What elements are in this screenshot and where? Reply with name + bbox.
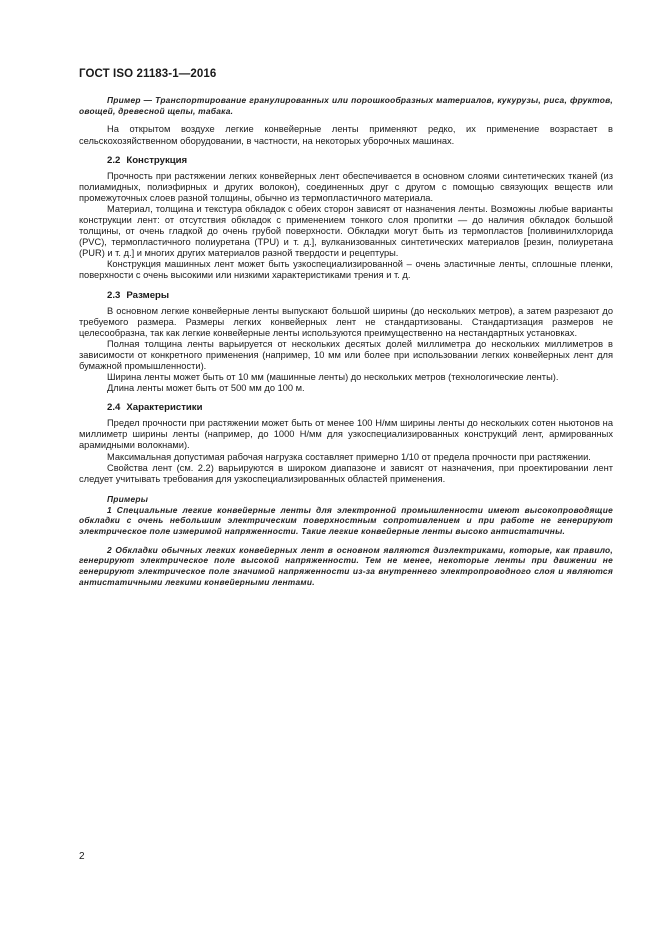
paragraph: Полная толщина ленты варьируется от нескольких десятых долей миллиметра до нескольких миллиметров в зависимости от конкретного применения (например, 10 мм или более при использовании легких конвейерных лент для бумажной промышленности). xyxy=(79,338,613,371)
example-item: 1 Специальные легкие конвейерные ленты для электронной промышленности имеют высокопроводящие обкладки с очень небольшим электрическим поверхностным сопротивлением и при работе не генерируют электрическое поле измеримой напряженности. Такие легкие конвейерные ленты высоко антистатичны. xyxy=(79,504,613,536)
section-number: 2.3 xyxy=(107,289,121,301)
section-heading-characteristics xyxy=(79,402,613,414)
example-intro: Пример — Транспортирование гранулированных или порошкообразных материалов, кукурузы, риса, фруктов, овощей, древесной щепы, табака. xyxy=(79,95,613,116)
paragraph: В основном легкие конвейерные ленты выпускают большой ширины (до нескольких метров), а затем разрезают до требуемого размера. Размеры легких конвейерных лент не стандартизованы. Стандартизация размеров не целесообразна, так как легкие конвейерные ленты используются преимущественно на нестандартных установках. xyxy=(79,305,613,338)
intro-paragraph: На открытом воздухе легкие конвейерные ленты применяют редко, их применение возрастает в сельскохозяйственном оборудовании, в частности, на некоторых уборочных машинах. xyxy=(79,124,613,146)
paragraph: Конструкция машинных лент может быть узкоспециализированной – очень эластичные ленты, сплошные пленки, поверхности с очень высокими или низкими характеристиками трения и т. д. xyxy=(79,259,613,281)
paragraph: Свойства лент (см. 2.2) варьируются в широком диапазоне и зависят от назначения, при проектировании лент следует учитывать требования для узкоспециализированных областей применения. xyxy=(79,462,613,484)
paragraph: Материал, толщина и текстура обкладок с обеих сторон зависят от назначения ленты. Возможны любые варианты конструкции лент: от отсутствия обкладок с применением тонкого слоя пропитки — до наличия обкладок большой толщины, от очень гладкой до очень грубой поверхности. Обкладки могут быть из термопластов [поливинилхлорида (PVC), термопластичного полиуретана (TPU) и т. д.], вулканизованных синтетических материалов [резин, полиуретана (PUR) и т. д.] и многих других материалов разной твердости и рецептуры. xyxy=(79,203,613,259)
document-header: ГОСТ ISO 21183-1—2016 xyxy=(79,68,217,80)
paragraph: Ширина ленты может быть от 10 мм (машинные ленты) до нескольких метров (технологические ленты). xyxy=(107,372,559,383)
section-heading-construction xyxy=(79,155,613,167)
paragraph: Предел прочности при растяжении может быть от менее 100 Н/мм ширины ленты до нескольких сотен ньютонов на миллиметр ширины ленты (например, до 1000 Н/мм для узкоспециализированных конструкций лент, армированных арамидными волокнами). xyxy=(79,418,613,451)
page-number: 2 xyxy=(79,851,85,862)
section-heading-dimensions xyxy=(79,290,613,302)
section-number: 2.4 xyxy=(107,402,121,414)
section-title: Конструкция xyxy=(126,154,188,166)
section-title: Размеры xyxy=(126,289,170,301)
section-title: Характеристики xyxy=(126,402,203,414)
paragraph: Длина ленты может быть от 500 мм до 100 м. xyxy=(107,383,305,394)
example-item: 2 Обкладки обычных легких конвейерных лент в основном являются диэлектриками, которые, как правило, генерируют электрическое поле высокой напряженности. Тем не менее, некоторые ленты при движении не генерируют электрическое поле значимой напряженности из-за внутреннего электропроводного слоя и являются антистатичными легкими конвейерными лентами. xyxy=(79,544,613,587)
paragraph: Максимальная допустимая рабочая нагрузка составляет примерно 1/10 от предела прочности при растяжении. xyxy=(107,451,591,462)
section-number: 2.2 xyxy=(107,154,121,166)
paragraph: Прочность при растяжении легких конвейерных лент обеспечивается в основном слоями синтетических тканей (из полиамидных, полиэфирных и других волокон), соединенных друг с другом с помощью связующих веществ или промежуточных слоев разной толщины, обычно из термопластичного материала. xyxy=(79,170,613,203)
examples-heading: Примеры xyxy=(107,493,149,504)
document-body xyxy=(79,95,613,587)
